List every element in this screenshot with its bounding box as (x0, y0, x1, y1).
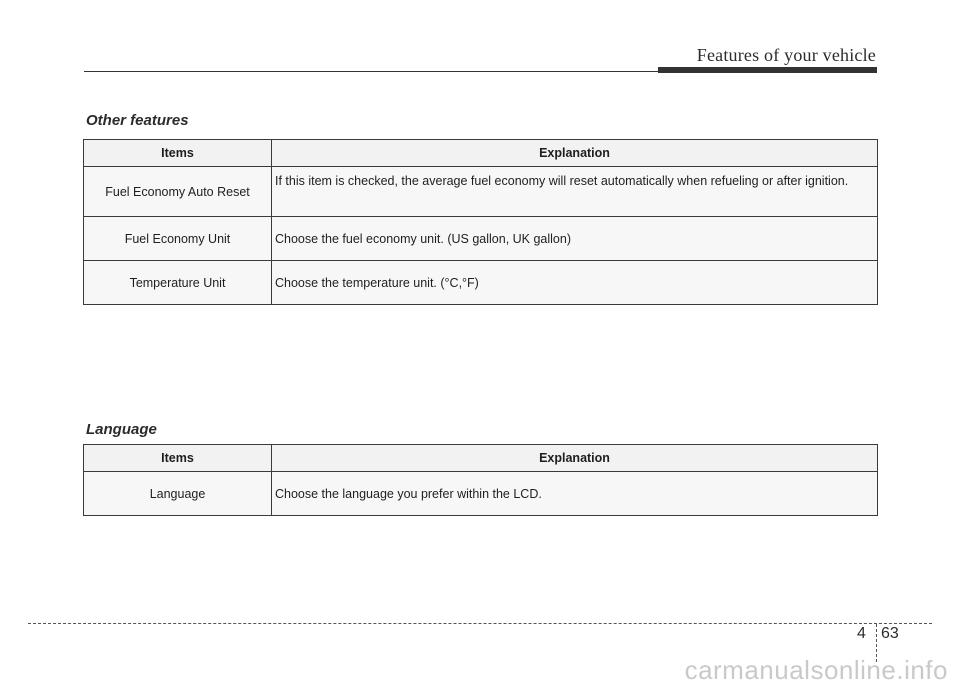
row-item: Fuel Economy Unit (84, 217, 272, 261)
column-header-items: Items (84, 140, 272, 167)
section-title-other-features: Other features (86, 112, 189, 129)
table-row (84, 261, 878, 305)
row-explanation: Choose the fuel economy unit. (US gallon, UK gallon) (272, 217, 878, 261)
footer-divider (28, 623, 932, 624)
page-header-title: Features of your vehicle (696, 45, 876, 65)
column-header-explanation: Explanation (272, 445, 878, 472)
table-row (84, 472, 878, 516)
language-table (83, 444, 878, 516)
header-rule-accent (658, 67, 877, 73)
header-rule (84, 71, 664, 72)
column-header-items: Items (84, 445, 272, 472)
row-item: Fuel Economy Auto Reset (84, 167, 272, 217)
table-row (84, 217, 878, 261)
table-header-row (84, 140, 878, 167)
chapter-number: 4 (857, 625, 866, 642)
watermark: carmanualsonline.info (684, 655, 948, 685)
other-features-table (83, 139, 878, 305)
row-item: Language (84, 472, 272, 516)
row-explanation: Choose the language you prefer within the LCD. (272, 472, 878, 516)
column-header-explanation: Explanation (272, 140, 878, 167)
table-header-row (84, 445, 878, 472)
row-item: Temperature Unit (84, 261, 272, 305)
section-title-language: Language (86, 421, 157, 438)
row-explanation: If this item is checked, the average fuel economy will reset automatically when refueling or after ignition. (272, 167, 878, 217)
row-explanation: Choose the temperature unit. (°C,°F) (272, 261, 878, 305)
page-number: 63 (881, 625, 899, 642)
table-row (84, 167, 878, 217)
